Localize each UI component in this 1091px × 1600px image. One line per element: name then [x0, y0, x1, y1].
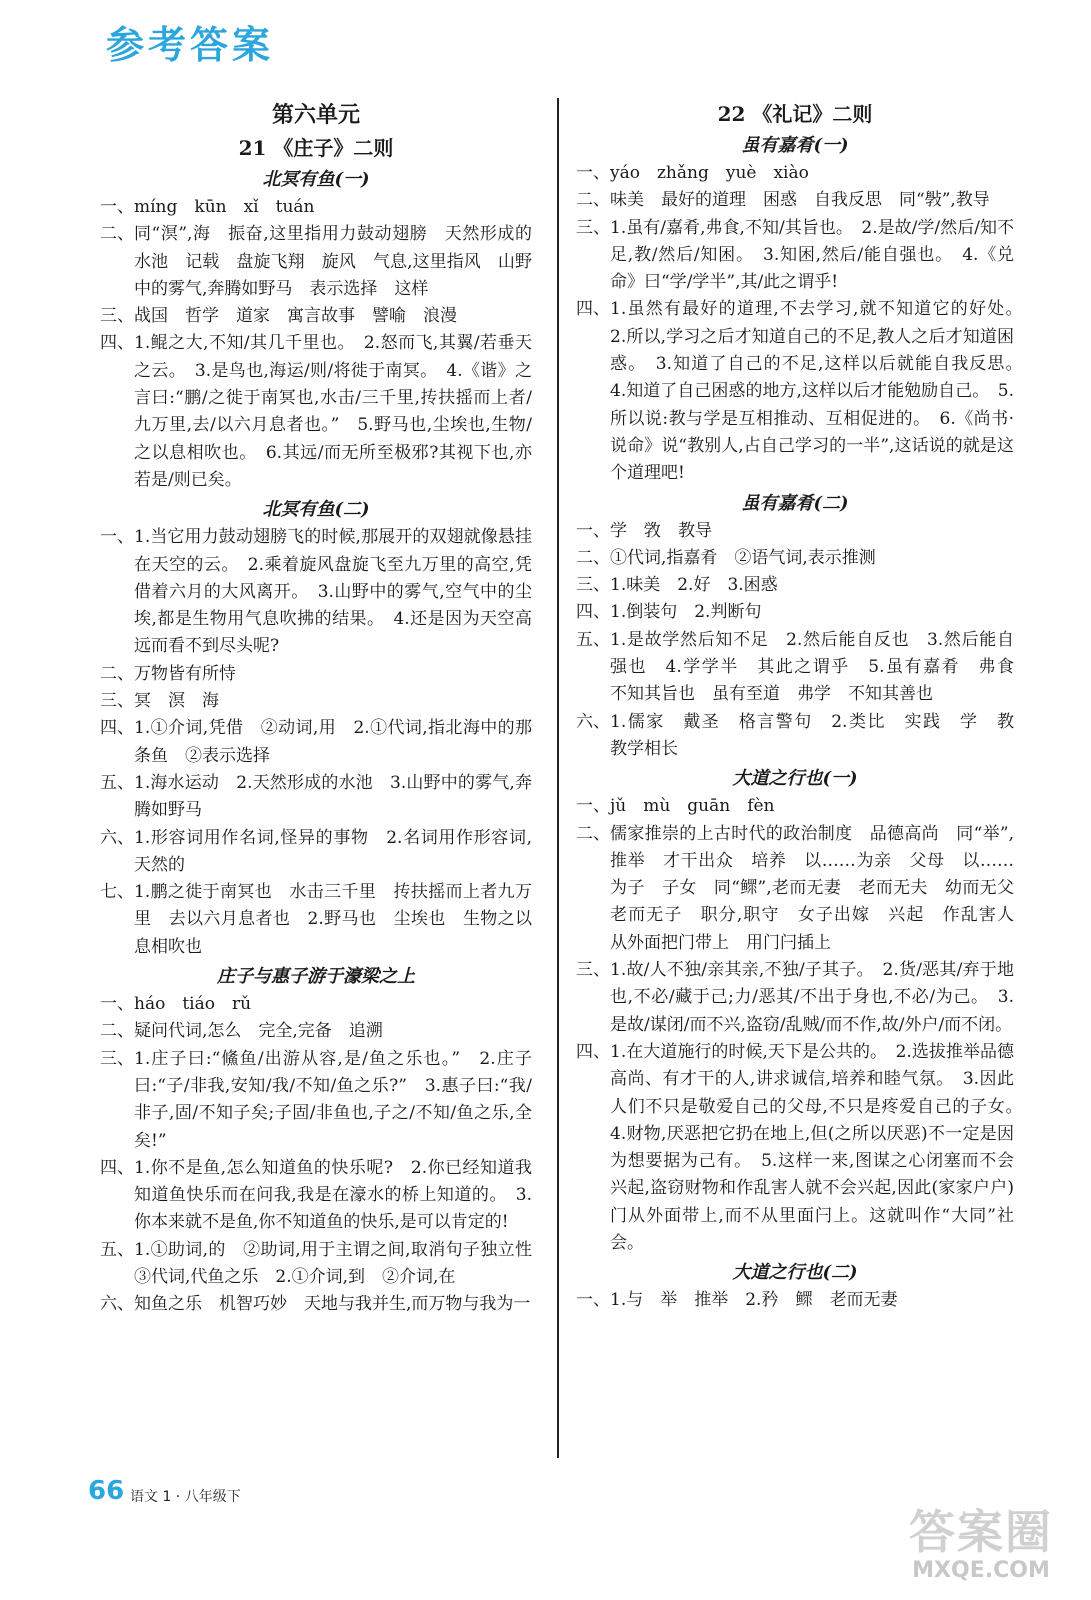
item-number: 一、: [100, 197, 134, 217]
item-number: 三、: [100, 306, 134, 327]
answer-item: [576, 215, 1014, 297]
item-answer-text: 疑问代词,怎么 完全,完备 追溯: [134, 1021, 383, 1042]
watermark-logo: [896, 1492, 1066, 1588]
right-column: [576, 98, 1031, 1315]
item-number: 四、: [576, 1041, 610, 1062]
item-answer-text: 1.庄子曰:“鯈鱼/出游从容,是/鱼之乐也。” 2.庄子曰:“子/非我,安知/我/不知/鱼之乐?” 3.惠子曰:“我/非子,固/不知子矣;子固/非鱼也,子之/不知/鱼之乐,全矣!”: [134, 1048, 532, 1151]
answer-item: [576, 545, 1014, 572]
item-answer-text: 同“溟”,海 振奋,这里指用力鼓动翅膀 天然形成的水池 记载 盘旋飞翔 旋风 气息,这里指风 山野中的雾气,奔腾如野马 表示选择 这样: [134, 224, 532, 299]
item-number: 一、: [576, 1290, 610, 1311]
answer-item: [100, 221, 532, 303]
item-number: 四、: [100, 718, 134, 739]
item-answer-text: míng kūn xǐ tuán: [134, 197, 315, 217]
item-number: 二、: [576, 547, 610, 568]
item-number: 五、: [576, 629, 610, 650]
section-title: 大道之行也(一): [732, 768, 858, 790]
item-number: 七、: [100, 882, 134, 903]
answer-item: [100, 1237, 549, 1292]
answer-item: [100, 524, 532, 660]
left-column: [100, 98, 549, 1319]
unit-title: 第六单元: [271, 102, 360, 128]
item-number: 二、: [100, 224, 134, 245]
answer-item: [576, 709, 1031, 764]
item-number: 五、: [100, 772, 134, 793]
item-number: 四、: [100, 1157, 134, 1178]
item-answer-text: 万物皆有所恃: [134, 663, 236, 684]
column-divider: [557, 98, 559, 1458]
answer-item: [576, 627, 1031, 709]
item-answer-text: ①代词,指嘉肴 ②语气词,表示推测: [610, 547, 876, 568]
item-number: 一、: [100, 994, 134, 1015]
item-number: 二、: [576, 190, 610, 211]
item-number: 四、: [576, 299, 610, 320]
item-answer-text: 1.鹏之徙于南冥也 水击三千里 抟扶摇而上者九万里 去以六月息者也 2.野马也 尘埃也 生物之以息相吹也: [134, 882, 532, 957]
item-number: 六、: [100, 1294, 134, 1315]
section-title: 虽有嘉肴(二): [741, 492, 849, 514]
section-title: 北冥有鱼(一): [262, 169, 370, 190]
watermark-url: MXQE.COM: [912, 1558, 1050, 1583]
answer-item: [100, 879, 532, 961]
page-header-title: 参考答案: [106, 23, 275, 67]
answer-item: [100, 330, 532, 494]
item-number: 二、: [100, 1021, 134, 1042]
answer-item: [576, 518, 1014, 545]
answer-item: [576, 793, 1014, 820]
item-number: 一、: [576, 163, 610, 183]
answer-item: [576, 187, 1014, 214]
left-sections: [100, 166, 549, 1319]
item-number: 三、: [100, 1048, 134, 1069]
item-answer-text: 味美 最好的道理 困惑 自我反思 同“斅”,教导: [610, 190, 990, 211]
item-number: 三、: [576, 960, 610, 981]
item-number: 三、: [100, 691, 134, 712]
item-answer-text: 知鱼之乐 机智巧妙 天地与我并生,而万物与我为一: [134, 1294, 531, 1315]
answer-item: [100, 991, 532, 1018]
item-number: 二、: [100, 663, 134, 684]
item-answer-text: 1.倒装句 2.判断句: [610, 602, 762, 623]
item-number: 六、: [100, 827, 134, 848]
answer-item: [576, 572, 1014, 599]
item-number: 一、: [576, 796, 610, 817]
item-answer-text: yáo zhǎng yuè xiào: [610, 163, 809, 183]
item-answer-text: 1.故/人不独/亲其亲,不独/子其子。 2.货/恶其/弃于地也,不必/藏于己;力/恶其/不出于身也,不必/为己。 3.是故/谋闭/而不兴,盗窃/乱贼/而不作,故/外户/而不闭。: [610, 960, 1014, 1035]
answer-item: [100, 825, 532, 880]
item-answer-text: 1.味美 2.好 3.困惑: [610, 575, 778, 596]
answer-item: [100, 1291, 532, 1318]
item-answer-text: 1.当它用力鼓动翅膀飞的时候,那展开的双翅就像悬挂在天空的云。 2.乘着旋风盘旋飞至九万里的高空,凭借着六月的大风离开。 3.山野中的雾气,空气中的尘埃,都是生物用气息吹拂的结果。 4.还是因为天空高远而看不到尽头呢?: [134, 527, 532, 657]
right-sections: [576, 132, 1031, 1315]
item-number: 四、: [576, 602, 610, 623]
item-answer-text: 学 敩 教导: [610, 520, 712, 541]
answer-item: [576, 1039, 1031, 1257]
item-answer-text: 儒家推崇的上古时代的政治制度 品德高尚 同“举”,推举 才干出众 培养 以……为亲 父母 以……为子 子女 同“鳏”,老而无妻 老而无夫 幼而无父 老而无子 职分,职守 女子出嫁 兴起 作乱害人 从外面把门带上 用门闩插上: [610, 823, 1031, 953]
item-answer-text: 1.虽然有最好的道理,不去学习,就不知道它的好处。 2.所以,学习之后才知道自己的不足,教人之后才知道困惑。 3.知道了自己的不足,这样以后就能自我反思。 4.知道了自己困惑的地方,这样以后才能勉励自己。 5.所以说:教与学是互相推动、互相促进的。 6.《尚书·说命》说“教别人,占自己学习的一半”,这话说的就是这个道理吧!: [610, 299, 1031, 484]
item-answer-text: 1.形容词用作名词,怪异的事物 2.名词用作形容词,天然的: [134, 827, 532, 875]
item-answer-text: 1.海水运动 2.天然形成的水池 3.山野中的雾气,奔腾如野马: [134, 772, 532, 821]
lesson-title: 21 《庄子》二则: [238, 136, 394, 160]
answer-item: [576, 160, 1014, 187]
item-answer-text: 1.虽有/嘉肴,弗食,不知/其旨也。 2.是故/学/然后/知不足,教/然后/知困。 3.知困,然后/能自强也。 4.《兑命》曰“学/学半”,其/此之谓乎!: [610, 217, 1014, 293]
item-answer-text: 1.在大道施行的时候,天下是公共的。 2.选拔推举品德高尚、有才干的人,讲求诚信,培养和睦气氛。 3.因此人们不只是敬爱自己的父母,不只是疼爱自己的子女。 4.财物,厌恶把它扔在地上,但(之所以厌恶)不一定是因为想要据为己有。 5.这样一来,图谋之心闭塞而不会兴起,盗窃财物和作乱害人就不会兴起,因此(家家户户)门从外面带上,而不从里面闩上。这就叫作“大同”社会。: [610, 1041, 1031, 1253]
item-answer-text: 1.儒家 戴圣 格言警句 2.类比 实践 学 教 教学相长: [610, 711, 1031, 759]
item-number: 四、: [100, 333, 134, 354]
answer-item: [576, 599, 1014, 626]
item-answer-text: 1.①助词,的 ②助词,用于主谓之间,取消句子独立性 ③代词,代鱼之乐 2.①介词,到 ②介词,在: [134, 1239, 549, 1287]
item-number: 三、: [576, 575, 610, 596]
answer-item: [576, 296, 1031, 487]
answer-item: [576, 957, 1014, 1039]
item-number: 五、: [100, 1239, 134, 1260]
section-title: 庄子与惠子游于濠梁之上: [217, 966, 415, 988]
item-number: 一、: [576, 520, 610, 541]
answer-item: [576, 1287, 1014, 1314]
item-answer-text: 1.鲲之大,不知/其几千里也。 2.怒而飞,其翼/若垂天之云。 3.是鸟也,海运/则/将徙于南冥。 4.《谐》之言曰:“鹏/之徙于南冥也,水击/三千里,抟扶摇而上者/九万里,去/以六月息者也。” 5.野马也,尘埃也,生物/之以息相吹也。 6.其远/而无所至极邪?其视下也,亦若是/则已矣。: [134, 333, 532, 490]
section-title: 虽有嘉肴(一): [741, 135, 849, 156]
section-title: 大道之行也(二): [732, 1262, 858, 1284]
book-info: 语文 1 · 八年级下: [130, 1489, 241, 1505]
answer-item: [100, 1046, 532, 1155]
item-answer-text: 1.①介词,凭借 ②动词,用 2.①代词,指北海中的那条鱼 ②表示选择: [134, 718, 532, 766]
answer-item: [100, 194, 532, 221]
answer-item: [100, 303, 532, 330]
item-number: 一、: [100, 527, 134, 548]
answer-item: [100, 1018, 532, 1045]
answer-item: [100, 688, 532, 715]
watermark-text: 答案圈: [909, 1505, 1053, 1559]
page-number: 66: [88, 1476, 125, 1506]
answer-item: [576, 821, 1031, 957]
item-number: 三、: [576, 217, 610, 238]
section-title: 北冥有鱼(二): [262, 499, 370, 521]
answer-item: [100, 661, 532, 688]
item-answer-text: 1.是故学然后知不足 2.然后能自反也 3.然后能自强也 4.学学半 其此之谓乎 5.虽有嘉肴 弗食 不知其旨也 虽有至道 弗学 不知其善也: [610, 629, 1031, 705]
answer-item: [100, 770, 532, 825]
item-answer-text: háo tiáo rǔ: [134, 994, 252, 1015]
item-number: 二、: [576, 823, 610, 844]
item-answer-text: 战国 哲学 道家 寓言故事 譬喻 浪漫: [134, 306, 457, 327]
answer-item: [100, 1155, 532, 1237]
item-answer-text: jǔ mù guān fèn: [610, 796, 775, 817]
item-answer-text: 冥 溟 海: [134, 691, 219, 712]
answer-item: [100, 715, 532, 770]
item-answer-text: 1.与 举 推举 2.矜 鳏 老而无妻: [610, 1290, 898, 1311]
item-answer-text: 1.你不是鱼,怎么知道鱼的快乐呢? 2.你已经知道我知道鱼快乐而在问我,我是在濠水的桥上知道的。 3.你本来就不是鱼,你不知道鱼的快乐,是可以肯定的!: [134, 1157, 532, 1233]
lesson-title: 22 《礼记》二则: [717, 102, 873, 126]
item-number: 六、: [576, 711, 610, 732]
